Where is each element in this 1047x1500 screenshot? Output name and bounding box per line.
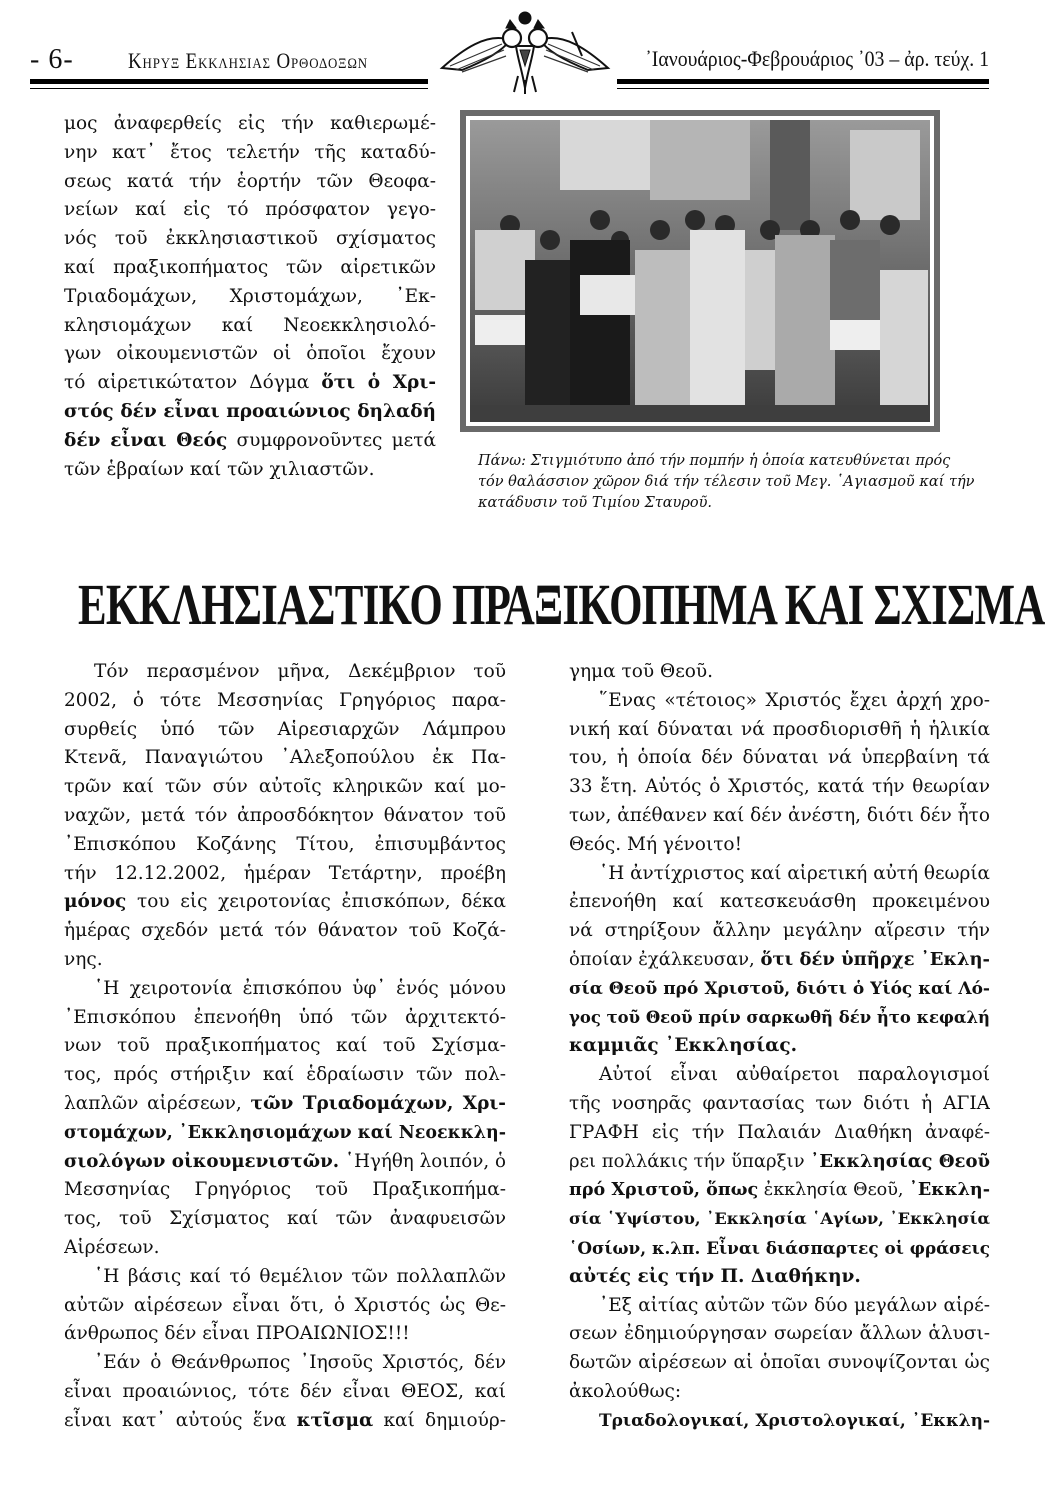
text-line: [569, 1004, 990, 1033]
text-line: μος ἀναφερθείς εἰς τήν καθιερωμέ-: [64, 113, 436, 134]
text-line: [64, 888, 506, 917]
text-line: ῾Η χειροτονία ἐπισκόπου ὑφ᾿ ἑνός μόνου: [94, 977, 506, 999]
bold-text: πρό Χριστοῦ, ὅπως: [569, 1180, 759, 1201]
text-line: Αἱρέσεων.: [64, 1236, 160, 1258]
text-line: τήν 12.12.2002, ἡμέραν Τετάρτην, προέβη: [64, 862, 506, 884]
text-line: ἡμέρας σχεδόν μετά τόν θάνατον τοῦ Κοζά-: [64, 920, 506, 942]
text-line: τρῶν καί τῶν σύν αὐτοῖς κληρικῶν καί μο-: [64, 776, 506, 798]
text-line: ἀκολούθως:: [569, 1380, 682, 1402]
text-line: ναχῶν, μετά τόν ἀπροσδόκητον θάνατον τοῦ: [64, 804, 506, 826]
text-line: νική καί δύναται νά προσδιορισθῆ ἡ ἡλικία: [569, 718, 990, 740]
text-line: [569, 1205, 990, 1234]
text-line: καί πραξικοπήματος τῶν αἱρετικῶν: [64, 256, 436, 278]
text-line: 2002, ὁ τότε Μεσσηνίας Γρηγόριος παρα-: [64, 689, 506, 711]
text-run: του εἰς χειροτονίας ἐπισκόπων, δέκα: [126, 891, 506, 913]
text-line: νείων καί εἰς τό πρόσφατον γεγο-: [64, 199, 436, 221]
intro-column: [64, 110, 436, 484]
text-line: κλησιομάχων καί Νεοεκκλησιολό-: [64, 314, 436, 336]
text-line: [64, 1407, 506, 1436]
text-line: ᾿Εάν ὁ Θεάνθρωπος ᾿Ιησοῦς Χριστός, δέν: [94, 1352, 506, 1374]
text-line: [64, 369, 436, 398]
text-line: νων τοῦ πραξικοπήματος καί τοῦ Σχίσμα-: [64, 1035, 506, 1057]
text-line: [569, 1263, 990, 1292]
photo-frame: [460, 110, 940, 432]
text-line: [569, 975, 990, 1004]
text-line: Θεός. Μή γένοιτο!: [569, 833, 743, 855]
text-line: νός τοῦ ἐκκλησιαστικοῦ σχίσματος: [64, 228, 436, 250]
text-line: Μεσσηνίας Γρηγόριος τοῦ Πραξικοπήμα-: [64, 1179, 506, 1201]
text-line: [569, 1032, 990, 1061]
bold-text: γος τοῦ Θεοῦ πρίν σαρκωθῆ δέν ἦτο κεφαλή: [569, 1007, 990, 1027]
bold-text: ὅτι ὁ Χρι-: [321, 372, 436, 394]
bold-text: τῶν Τριαδομάχων, Χρι-: [250, 1092, 506, 1114]
caption-line: τόν θαλάσσιον χῶρον διά τήν τέλεσιν τοῦ Μεγ. ῾Αγιασμοῦ καί τήν: [478, 474, 975, 490]
text-run: καί δημιούρ-: [373, 1409, 506, 1431]
text-line: ῾Η ἀντίχριστος καί αἱρετική αὐτή θεωρία: [599, 862, 990, 884]
text-line: γημα τοῦ Θεοῦ.: [569, 661, 714, 682]
text-line: άνθρωπος δέν εἶναι ΠΡΟΑΙΩΝΙΟΣ!!!: [64, 1323, 410, 1345]
text-line: δωτῶν αἱρέσεων αἱ ὁποῖαι συνοψίζονται ὡς: [569, 1352, 990, 1374]
text-line: ᾿Επισκόπου Κοζάνης Τίτου, ἐπισυμβάντος: [64, 833, 506, 855]
text-line: ᾿Εξ αἰτίας αὐτῶν τῶν δύο μεγάλων αἱρέ-: [599, 1294, 990, 1316]
text-line: του, ἡ ὁποία δέν δύναται νά ὑπερβαίνη τά: [569, 747, 990, 769]
publication-title: Κηρυξ Εκκλησιας Ορθοδοξων: [128, 48, 368, 73]
text-line: [64, 427, 436, 456]
text-line: γων οἰκουμενιστῶν οἱ ὁποῖοι ἔχουν: [64, 343, 436, 365]
header-rule-right: [617, 79, 989, 84]
text-line: νην κατ᾿ ἔτος τελετήν τῆς καταδύ-: [64, 141, 436, 163]
text-run: λαπλῶν αἱρέσεων,: [64, 1092, 251, 1114]
bold-text: σία Θεοῦ πρό Χριστοῦ, διότι ὁ Υἱός καί Λό-: [569, 978, 990, 999]
photo-image-icon: [470, 120, 930, 422]
issue-info: ᾿Ιανουάριος-Φεβρουάριος ᾿03 – ἀρ. τεύχ. 1: [645, 46, 989, 71]
text-line: τῶν ἑβραίων καί τῶν χιλιαστῶν.: [64, 458, 375, 480]
text-line: [569, 1148, 990, 1177]
text-line: [64, 1148, 506, 1177]
text-line: [569, 1234, 990, 1263]
text-line: [64, 1119, 506, 1148]
text-run: συμφρονοῦντες μετά: [227, 429, 436, 451]
text-line: εἶναι προαιώνιος, τότε δέν εἶναι ΘΕΟΣ, καί: [64, 1380, 506, 1402]
text-line: ῞Ενας «τέτοιος» Χριστός ἔχει ἀρχή χρο-: [599, 689, 990, 711]
text-line: συρθείς ὑπό τῶν Αἱρεσιαρχῶν Λάμπρου: [64, 718, 506, 740]
text-line: ἐπενοήθη καί κατεσκευάσθη προκειμένου: [569, 891, 990, 913]
text-line: [569, 1407, 990, 1436]
caption-line: Πάνω: Στιγμιότυπο ἀπό τήν πομπήν ἡ ὁποία κατευθύνεται πρός: [478, 453, 951, 469]
caption-line: κατάδυσιν τοῦ Τιμίου Σταυροῦ.: [478, 495, 713, 511]
text-line: νης.: [64, 948, 103, 970]
text-run: εἶναι κατ᾿ αὐτούς ἕνα: [64, 1409, 297, 1431]
text-run: ῾Ηγήθη λοιπόν, ὁ: [339, 1150, 506, 1172]
text-line: ῾Η βάσις καί τό θεμέλιον τῶν πολλαπλῶν: [94, 1265, 506, 1287]
text-line: αὐτῶν αἱρέσεων εἶναι ὅτι, ὁ Χριστός ὡς Θε-: [64, 1294, 506, 1316]
procession-photo: [470, 120, 930, 422]
article-headline: ΕΚΚΛΗΣΙΑΣΤΙΚΟ ΠΡΑΞΙΚΟΠΗΜΑ ΚΑΙ ΣΧΙΣΜΑ: [78, 572, 1045, 637]
text-line: 33 ἔτη. Αὐτός ὁ Χριστός, κατά τήν θεωρίαν: [569, 776, 990, 798]
text-line: νά στηρίξουν ἄλλην μεγάλην αἵρεσιν τήν: [569, 920, 990, 942]
text-line: [569, 1176, 990, 1205]
header-rule-right-thin: [617, 88, 989, 89]
text-line: ᾿Επισκόπου ἐπενοήθη ὑπό τῶν ἀρχιτεκτό-: [64, 1006, 506, 1028]
bold-text: αὐτές εἰς τήν Π. Διαθήκην.: [569, 1265, 861, 1287]
text-line: [64, 1090, 506, 1119]
text-line: σεων ἐδημιούργησαν σωρείαν ἄλλων ἁλυσι-: [569, 1323, 990, 1345]
text-line: [569, 946, 990, 975]
article-column-right: [569, 658, 990, 1436]
text-run: ρει πολλάκις τήν ὕπαρξιν: [569, 1150, 811, 1172]
text-line: Αὐτοί εἶναι αὐθαίρετοι παραλογισμοί: [599, 1064, 990, 1086]
bold-text: καμμιᾶς ᾿Εκκλησίας.: [569, 1035, 798, 1057]
bold-text: σιολόγων οἰκουμενιστῶν.: [64, 1150, 340, 1172]
header-rule-left: [30, 79, 428, 84]
bold-text: ᾿Εκκλη-: [909, 1180, 990, 1201]
text-run: τό αἱρετικώτατον Δόγμα: [64, 372, 322, 394]
text-line: Τόν περασμένον μῆνα, Δεκέμβριον τοῦ: [94, 661, 506, 682]
header-rule-left-thin: [30, 88, 428, 89]
text-line: σεως κατά τήν ἑορτήν τῶν Θεοφα-: [64, 170, 436, 192]
text-line: τος, τοῦ Σχίσματος καί τῶν ἀναφυεισῶν: [64, 1208, 506, 1230]
bold-text: σία ῾Υψίστου, ᾿Εκκλησία ῾Αγίων, ᾿Εκκλησία: [569, 1209, 990, 1229]
bold-text: ῾Οσίων, κ.λπ. Εἶναι διάσπαρτες οἱ φράσεις: [569, 1237, 990, 1258]
text-line: Κτενᾶ, Παναγιώτου ᾿Αλεξοπούλου ἐκ Πα-: [64, 747, 506, 769]
photo-caption: [478, 451, 975, 514]
bold-text: μόνος: [64, 891, 127, 913]
bold-text: δέν εἶναι Θεός: [64, 429, 228, 451]
bold-text: κτῖσμα: [296, 1409, 374, 1431]
text-line: τος, πρός στήριξιν καί ἑδραίωσιν τῶν πολ-: [64, 1064, 506, 1086]
text-run: ἐκκλησία Θεοῦ,: [758, 1180, 910, 1201]
page-number: - 6-: [30, 44, 74, 75]
text-run: ὁποίαν ἐχάλκευσαν,: [569, 948, 761, 970]
bold-text: στός δέν εἶναι προαιώνιος δηλαδή: [64, 400, 436, 422]
bold-text: στομάχων, ᾿Εκκλησιομάχων καί Νεοεκκλη-: [64, 1122, 506, 1143]
article-column-left: [64, 658, 506, 1436]
text-line: τῆς νοσηρᾶς φαντασίας των διότι ἡ ΑΓΙΑ: [569, 1092, 990, 1114]
text-line: Τριαδομάχων, Χριστομάχων, ᾿Εκ-: [64, 285, 436, 307]
text-line: [64, 398, 436, 427]
double-headed-eagle-icon: [432, 10, 618, 96]
bold-text: ᾿Εκκλησίας Θεοῦ: [810, 1150, 990, 1172]
bold-text: ὅτι δέν ὑπῆρχε ᾿Εκλη-: [760, 948, 990, 970]
text-line: ΓΡΑΦΗ εἰς τήν Παλαιάν Διαθήκη ἀναφέ-: [569, 1121, 990, 1143]
bold-text: Τριαδολογικαί, Χριστολογικαί, ᾿Εκκλη-: [599, 1410, 990, 1431]
text-line: των, ἀπέθανεν καί δέν ἀνέστη, διότι δέν ἦτο: [569, 804, 990, 826]
